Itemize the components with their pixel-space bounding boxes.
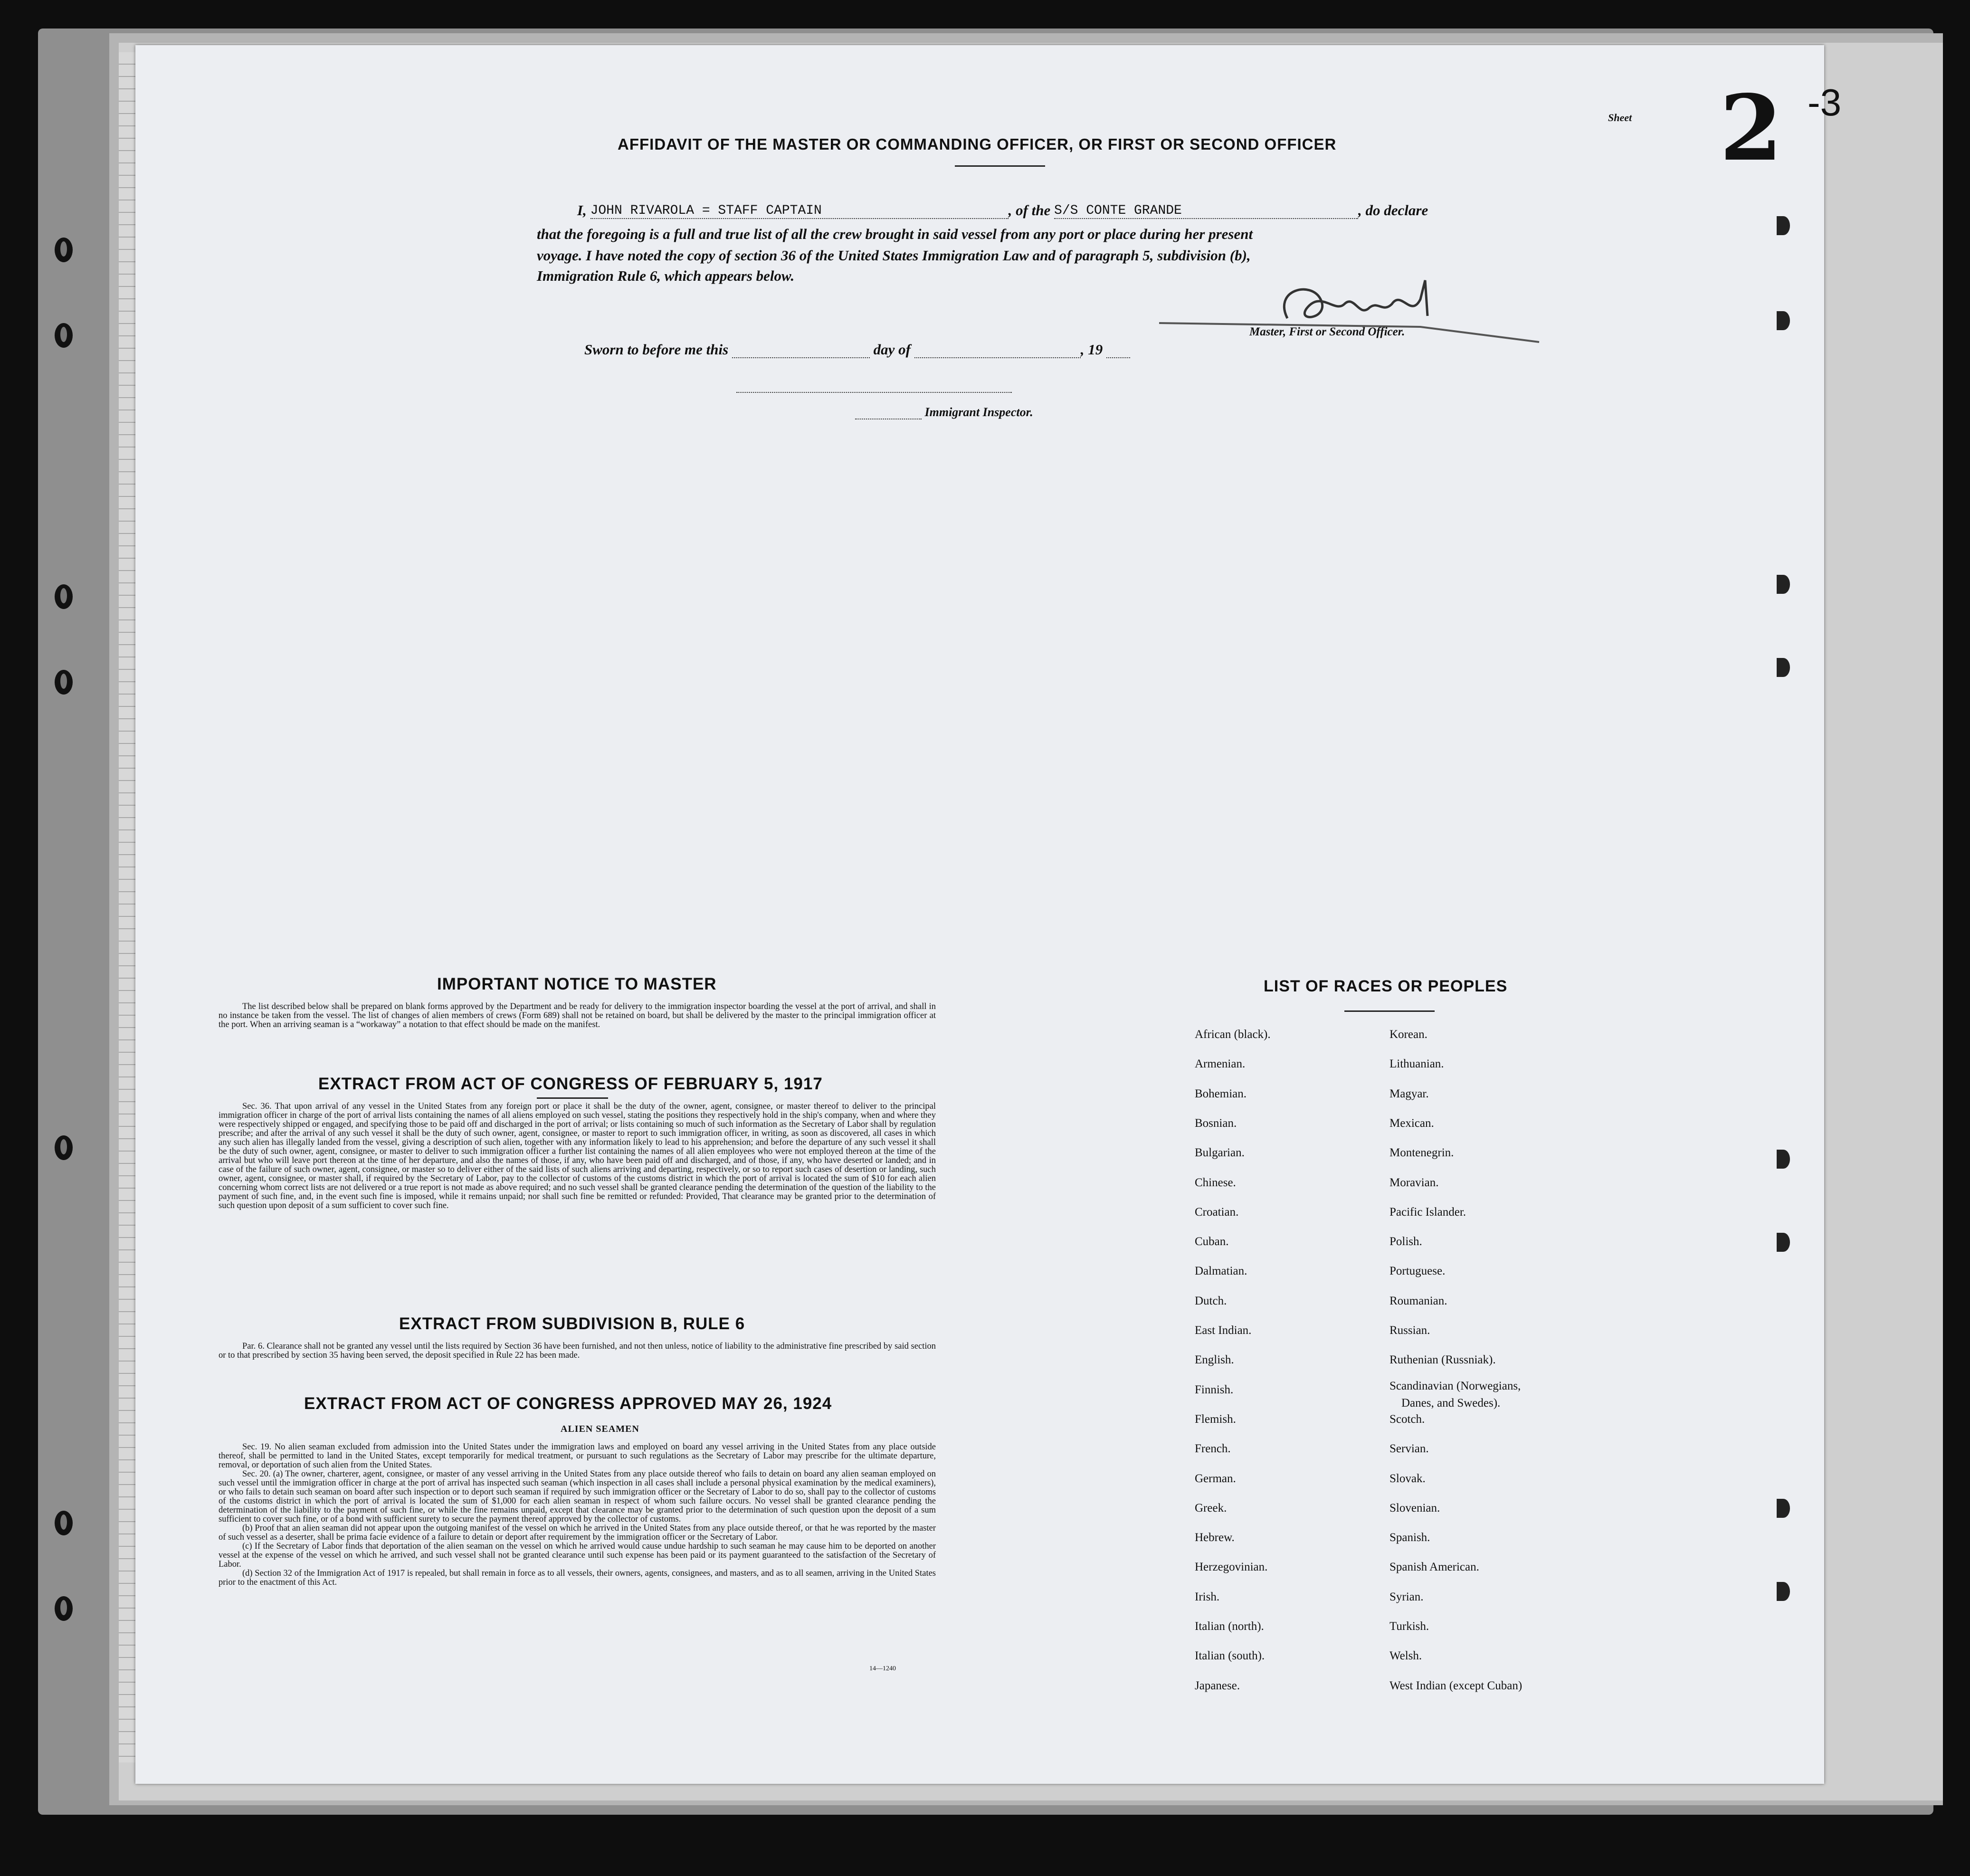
race-item: Croatian. [1195,1205,1239,1219]
race-item: Magyar. [1389,1087,1429,1100]
race-item: Irish. [1195,1590,1220,1603]
sheet-label: Sheet [1608,112,1632,124]
race-item: French. [1195,1442,1231,1456]
punch-hole [55,1135,73,1160]
races-rule [1344,1010,1435,1012]
sworn-label: Sworn to before me this [584,341,729,358]
race-item: Portuguese. [1389,1265,1446,1278]
race-item: English. [1195,1353,1234,1367]
sec20a-paragraph: Sec. 20. (a) The owner, charterer, agent, consignee, or master of any vessel arriving in the United States from any place outside thereof who fails to detain on board any alien seaman employed on such vessel until the immigration officer in charge at the port of arrival has inspected such seaman (which inspection in all cases shall include a personal physical examination by the medical examiners), or who fails to detain such seaman on board after such inspection or to deport such seaman if required by such immigration officer or the Secretary of Labor to do so, shall pay to the collector of customs of the customs district in which the port of arrival is located the sum of $1,000 for each alien seaman in respect of whom such failure occurs. No vessel shall be granted clearance pending the determination of the liability to the payment of such fine, or while the fine remains unpaid, except that clearance may be granted prior to the determination of such question upon the deposit of a sum sufficient to cover such fine, or of a bond with sufficient surety to secure the payment thereof approved by the collector of customs. [219,1469,936,1524]
race-item: Danes, and Swedes). [1401,1396,1501,1409]
sheet-suffix: -3 [1808,81,1842,124]
race-item: Montenegrin. [1389,1146,1454,1160]
year-prefix: , 19 [1080,341,1103,358]
race-item: Pacific Islander. [1389,1205,1466,1219]
race-item: Moravian. [1389,1176,1439,1189]
race-item: Dutch. [1195,1294,1227,1307]
sec20d-paragraph: (d) Section 32 of the Immigration Act of 1917 is repealed, but shall remain in force as to all vessels, their owners, agents, consignees, and masters, and as to all seamen, arriving in the United States prior to the enactment of this Act. [219,1569,936,1587]
punch-hole [55,584,73,609]
race-item: West Indian (except Cuban) [1389,1679,1523,1692]
sworn-line [584,341,1130,358]
punch-hole [55,670,73,695]
sec19-paragraph: Sec. 19. No alien seaman excluded from admission into the United States under the immigration laws and employed on board any vessel arriving in the United States from any place outside thereof, shall be permitted to land in the United States, except temporarily for medical treatment, or pursuant to such regulations as the Secretary of Labor may prescribe for the ultimate departure, removal, or deportation of such alien from the United States. [219,1442,936,1470]
rule6-text [219,1342,936,1360]
inspector-signature-line [736,387,1012,393]
form-number: 14—1240 [869,1665,896,1672]
binder-clip [1777,1150,1790,1169]
vessel-name: S/S CONTE GRANDE [1054,203,1182,218]
race-item: Korean. [1389,1028,1428,1041]
binder-clip [1777,1233,1790,1252]
race-item: Flemish. [1195,1412,1236,1426]
race-item: African (black). [1195,1028,1271,1041]
declaration-i: I, [577,202,587,219]
master-name: JOHN RIVAROLA = STAFF CAPTAIN [590,203,822,218]
rule6-title: EXTRACT FROM SUBDIVISION B, RULE 6 [399,1314,745,1333]
inspector-dots [855,409,922,419]
notice-text [219,1002,936,1029]
declaration-line-2: that the foregoing is a full and true list of all the crew brought in said vessel from any port or place during her present [537,226,1253,242]
race-item: Russian. [1389,1324,1430,1337]
race-item: Ruthenian (Russniak). [1389,1353,1496,1367]
punch-hole [55,238,73,262]
extract-1917-paragraph: Sec. 36. That upon arrival of any vessel in the United States from any foreign port or place it shall be the duty of the owner, agent, consignee, or master thereof to deliver to the principal immigration officer in charge of the port of arrival lists containing the names of all aliens employed on such vessel, stating the positions they respectively hold in the ship's company, when and where they were respectively shipped or engaged, and specifying those to be paid off and discharged in the port of arrival; or lists containing so much of such information as the Secretary of Labor shall by regulation prescribe; and after the arrival of any such vessel it shall be the duty of such owner, agent, consignee, or master to report to such immigration officer, in writing, as soon as discovered, all cases in which any such alien has illegally landed from the vessel, giving a description of such alien, together with any information likely to lead to his apprehension; and before the departure of any such vessel it shall be the duty of such owner, agent, consignee, or master to deliver to such immigration officer a further list containing the names of all alien employees who were not employed thereon at the time of the arrival but who will leave port thereon at the time of her departure, and also the names of those, if any, who have been paid off and discharged, and of those, if any, who have deserted or landed; and in case of the failure of such owner, agent, consignee, or master so to deliver either of the said lists of such aliens arriving and departing, respectively, or so to report such cases of desertion or landing, such owner, agent, consignee, or master shall, if required by the Secretary of Labor, pay to the collector of customs of the customs district in which the port of arrival is located the sum of $10 for each alien concerning whom correct lists are not delivered or a true report is not made as above required; and no such vessel shall be granted clearance pending the determination of the question of the liability to the payment of such fine, and, in the event such fine is imposed, while it remains unpaid; nor shall such fine be remitted or refunded: Provided, That clearance may be granted prior to the determination of such question upon deposit of a sum sufficient to cover such fine. [219,1102,936,1210]
race-item: Bohemian. [1195,1087,1247,1100]
sec20c-paragraph: (c) If the Secretary of Labor finds that deportation of the alien seaman on the vessel on which he arrived would cause undue hardship to such seaman he may cause him to be deported on another vessel at the expense of the vessel on which he arrived, and such vessel shall not be granted clearance until such expense has been paid or its payment guaranteed to the satisfaction of the Secretary of Labor. [219,1542,936,1569]
race-item: Scandinavian (Norwegians, [1389,1379,1521,1392]
race-item: Greek. [1195,1501,1227,1514]
sworn-day-field [732,345,870,358]
extract-1924-text [219,1443,936,1587]
race-item: Turkish. [1389,1620,1429,1633]
of-the-label: , of the [1008,202,1051,219]
race-item: Chinese. [1195,1176,1236,1189]
binder-clip [1777,658,1790,677]
officer-signature [1154,271,1544,352]
extract-1924-title: EXTRACT FROM ACT OF CONGRESS APPROVED MAY 26, 1924 [304,1394,832,1413]
race-item: Japanese. [1195,1679,1240,1692]
sheet-number: 2 [1720,75,1783,181]
punch-hole [55,323,73,348]
signature-caption: Master, First or Second Officer. [1249,325,1405,338]
affidavit-title: AFFIDAVIT OF THE MASTER OR COMMANDING OFFICER, OR FIRST OR SECOND OFFICER [618,135,1337,153]
race-item: Finnish. [1195,1383,1234,1396]
binder-clip [1777,216,1790,235]
race-item: Dalmatian. [1195,1265,1247,1278]
race-item: Herzegovinian. [1195,1561,1268,1574]
race-item: Mexican. [1389,1116,1434,1130]
master-name-field [590,200,1009,219]
day-of-label: day of [873,341,911,358]
sec20b-paragraph: (b) Proof that an alien seaman did not appear upon the outgoing manifest of the vessel on which he arrived in the United States from any place outside thereof, or that he was reported by the master of such vessel as a deserter, shall be prima facie evidence of a failure to detain or deport after requirement by the immigration officer or the Secretary of Labor. [219,1524,936,1542]
binder-clip [1777,1499,1790,1518]
race-item: Slovak. [1389,1472,1426,1485]
race-item: Scotch. [1389,1412,1425,1426]
race-item: Bulgarian. [1195,1146,1245,1160]
race-item: Italian (north). [1195,1620,1264,1633]
declaration-line-4: Immigration Rule 6, which appears below. [537,267,795,284]
race-item: Hebrew. [1195,1531,1235,1544]
binder-clip [1777,575,1790,594]
rule6-paragraph: Par. 6. Clearance shall not be granted any vessel until the lists required by Section 36 have been furnished, and not then unless, notice of liability to the administrative fine prescribed by said section or to that prescribed by section 35 having been served, the deposit specified in Rule 22 has been made. [219,1342,936,1360]
alien-seamen-subtitle: ALIEN SEAMEN [561,1424,639,1434]
race-item: Spanish. [1389,1531,1430,1544]
race-item: Lithuanian. [1389,1057,1444,1071]
extract-1917-rule [537,1097,608,1099]
race-item: Italian (south). [1195,1649,1265,1663]
race-item: German. [1195,1472,1236,1485]
declaration-line-3: voyage. I have noted the copy of section 36 of the United States Immigration Law and of paragraph 5, subdivision (b), [537,247,1251,264]
race-item: Roumanian. [1389,1294,1447,1307]
binder-clip [1777,311,1790,330]
punch-hole [55,1596,73,1621]
inspector-line [855,405,1033,419]
race-item: Armenian. [1195,1057,1246,1071]
races-title: LIST OF RACES OR PEOPLES [1264,977,1508,995]
vessel-field [1054,200,1358,219]
race-item: Spanish American. [1389,1561,1479,1574]
race-item: Servian. [1389,1442,1429,1456]
sworn-month-field [914,345,1081,358]
binder-clip [1777,1582,1790,1601]
notice-paragraph: The list described below shall be prepared on blank forms approved by the Department and be ready for delivery to the immigration inspector boarding the vessel at the port of arrival, and shall in no instance be taken from the vessel. The list of changes of alien members of crews (Form 689) shall not be retained on board, but shall be delivered by the master to the principal immigration officer at the port. When an arriving seaman is a “workaway” a notation to that effect should be made on the manifest. [219,1002,936,1029]
race-item: Syrian. [1389,1590,1424,1603]
title-rule [955,165,1045,167]
extract-1917-text [219,1102,936,1210]
extract-1917-title: EXTRACT FROM ACT OF CONGRESS OF FEBRUARY 5, 1917 [318,1075,823,1093]
notice-title: IMPORTANT NOTICE TO MASTER [437,975,717,993]
do-declare-label: , do declare [1358,202,1428,219]
race-item: Slovenian. [1389,1501,1440,1514]
inspector-label: Immigrant Inspector. [924,405,1033,419]
declaration-line-1 [577,200,1428,219]
sworn-year-field [1106,345,1130,358]
race-item: Polish. [1389,1235,1422,1248]
punch-hole [55,1511,73,1535]
race-item: Cuban. [1195,1235,1229,1248]
race-item: Bosnian. [1195,1116,1237,1130]
race-item: Welsh. [1389,1649,1422,1663]
race-item: East Indian. [1195,1324,1252,1337]
